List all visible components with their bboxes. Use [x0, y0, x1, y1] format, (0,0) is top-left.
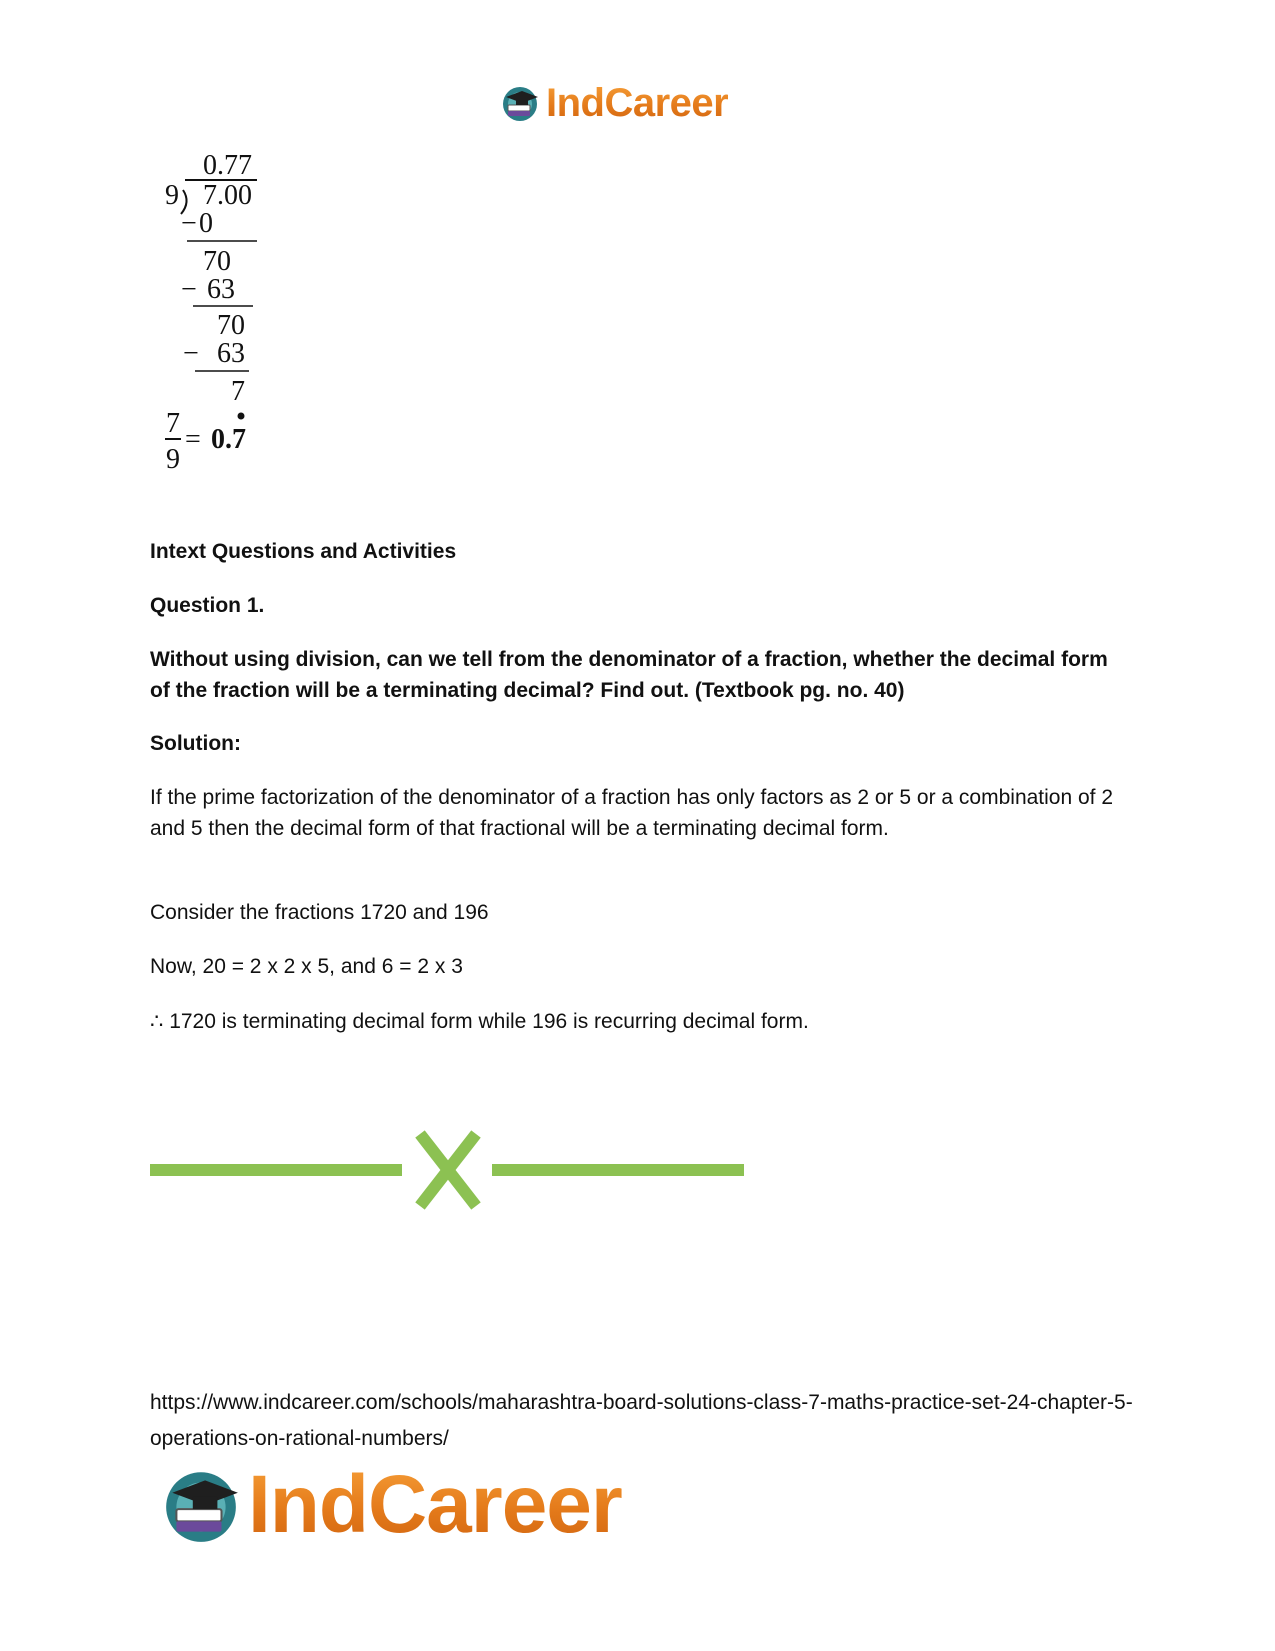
fraction-denominator: 9: [166, 444, 180, 475]
source-url-link[interactable]: https://www.indcareer.com/schools/maharashtra-board-solutions-class-7-maths-practice-set-24-chapter-5-operations-on-rational-numbers/: [150, 1391, 1133, 1450]
solution-paragraph-1: If the prime factorization of the denominator of a fraction has only factors as 2 or 5 or a combination of 2 and 5 then the decimal form of that fractional will be a terminating decimal form.: [150, 786, 1114, 840]
divisor: 9: [165, 180, 179, 211]
solution-paragraph-4: ∴ 1720 is terminating decimal form while 196 is recurring decimal form.: [150, 1010, 809, 1033]
equals-sign: =: [185, 424, 201, 455]
long-division-figure: [165, 150, 285, 500]
footer-logo[interactable]: [160, 1460, 622, 1550]
section-divider: [150, 1130, 750, 1210]
graduation-cap-icon: [160, 1464, 242, 1546]
solution-label: Solution:: [150, 732, 241, 755]
brand-name: IndCareer: [248, 1459, 622, 1550]
solution-paragraph-3: Now, 20 = 2 x 2 x 5, and 6 = 2 x 3: [150, 955, 463, 978]
final-remainder: 7: [231, 376, 245, 407]
header-logo[interactable]: [500, 78, 728, 128]
recurring-result: 0.7: [211, 424, 246, 455]
graduation-cap-icon: [500, 83, 540, 123]
section-title: Intext Questions and Activities: [150, 540, 457, 563]
remainder-1: 70: [203, 246, 231, 277]
dividend: 7.00: [203, 180, 252, 211]
remainder-2: 70: [217, 310, 245, 341]
brand-name: IndCareer: [546, 80, 729, 125]
minus-sign: −: [181, 208, 197, 239]
solution-paragraph-2: Consider the fractions 1720 and 196: [150, 901, 489, 924]
question-text: Without using division, can we tell from the denominator of a fraction, whether the decimal form of the fraction will be a terminating decimal? Find out. (Textbook pg. no. 40): [150, 648, 1108, 702]
quotient: 0.77: [203, 150, 252, 181]
subtrahend-2: 63: [207, 274, 235, 305]
fraction-numerator: 7: [166, 408, 180, 439]
subtrahend-3: 63: [217, 338, 245, 369]
minus-sign: −: [181, 274, 197, 305]
minus-sign: −: [183, 338, 199, 369]
subtrahend-1: 0: [199, 208, 213, 239]
question-label: Question 1.: [150, 594, 265, 617]
